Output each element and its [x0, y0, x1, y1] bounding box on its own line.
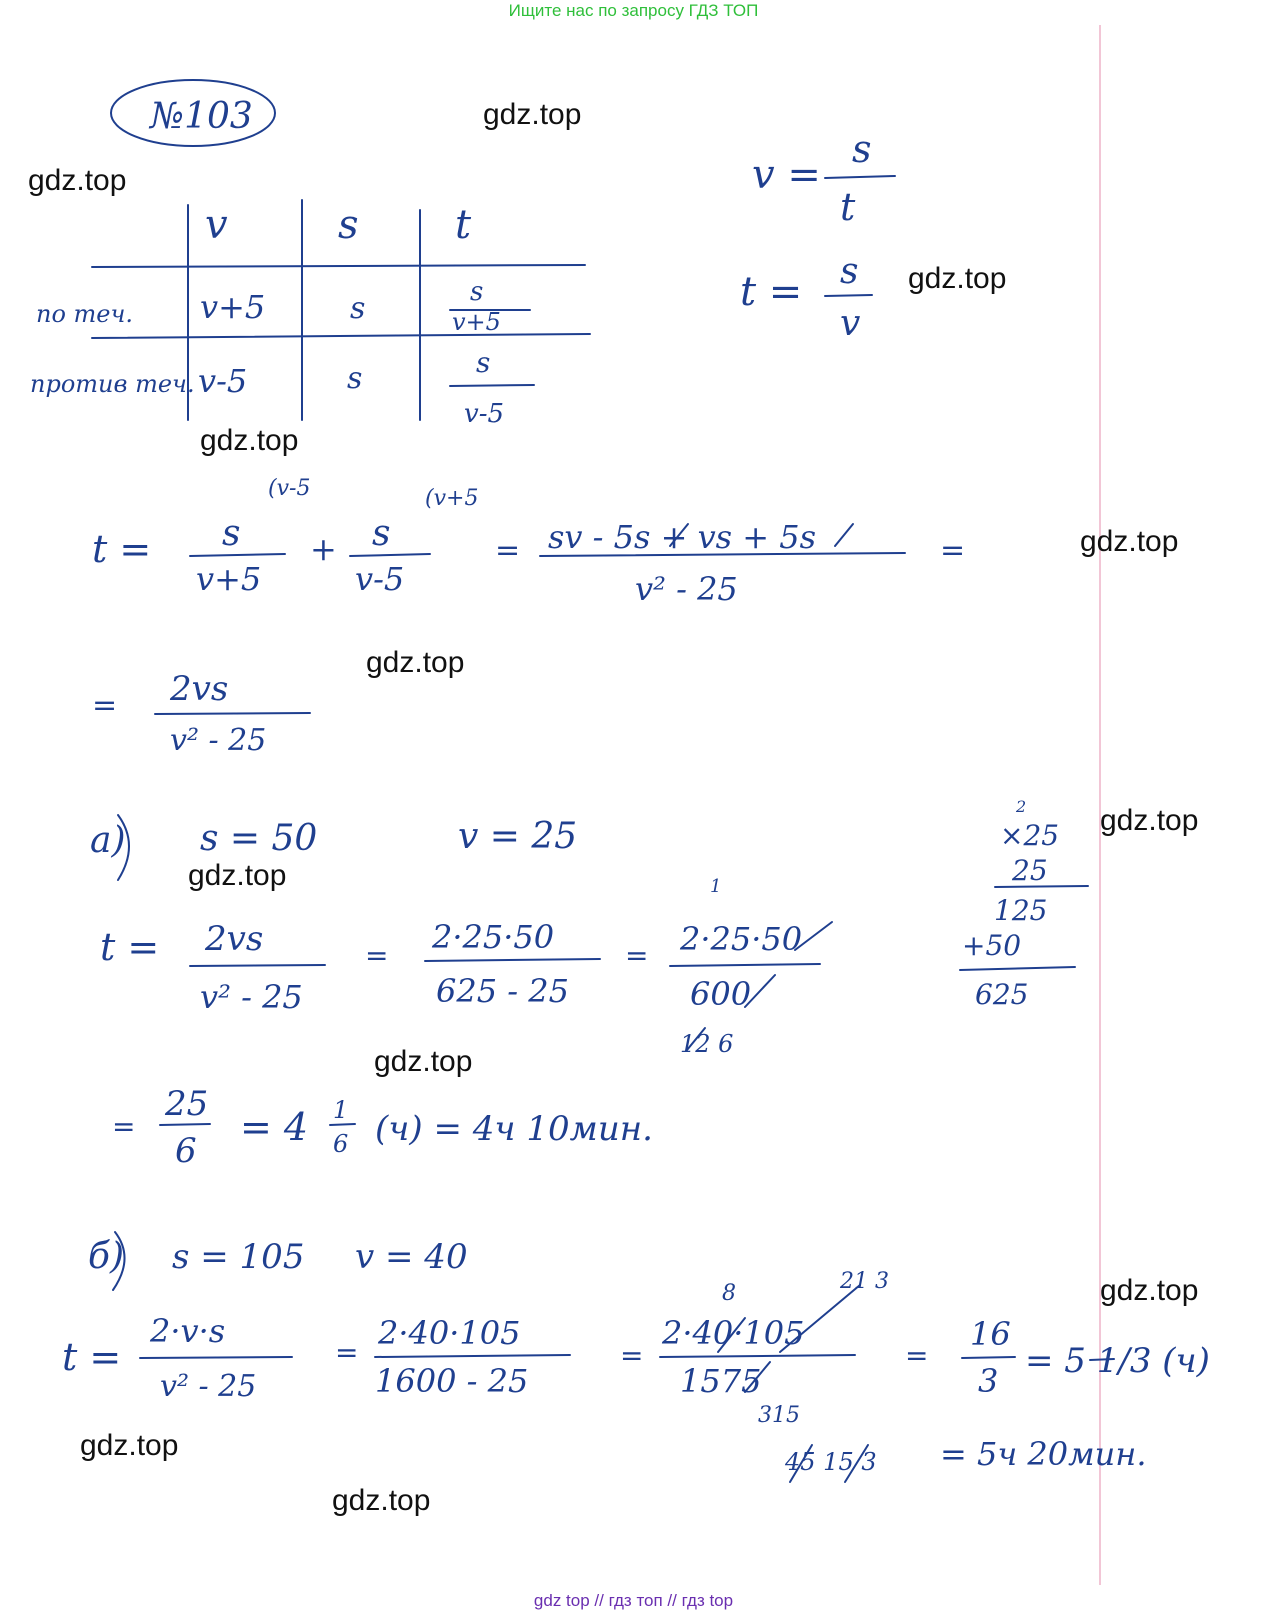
watermark: gdz.top	[28, 164, 127, 197]
main-eq-term2-den: v-5	[355, 560, 405, 598]
equals: =	[905, 1339, 929, 1372]
table-cell: v-5	[464, 399, 505, 429]
main-eq-sum-num: sv - 5s + vs + 5s	[548, 518, 817, 556]
main-eq-trail-equals: =	[940, 533, 966, 568]
calc-line: 25	[1012, 854, 1048, 887]
table-cell: s	[350, 291, 366, 326]
main-eq-mult2: (v+5	[425, 486, 479, 511]
formula-v-lhs: v =	[752, 152, 821, 198]
table-header-s: s	[338, 202, 359, 248]
part-b-f-num: 2·v·s	[150, 1312, 226, 1350]
part-b-c-below2: 45 15 3	[785, 1448, 877, 1476]
main-eq-plus: +	[310, 530, 337, 568]
watermark: gdz.top	[1100, 1274, 1199, 1307]
formula-t-den: v	[840, 303, 861, 344]
simplified-num: 2vs	[170, 669, 229, 709]
table-header-v: v	[205, 202, 228, 248]
watermark: gdz.top	[1080, 525, 1179, 558]
part-b-c-above2: 21 3	[840, 1269, 889, 1294]
calc-line: 125	[994, 894, 1048, 927]
main-eq-lhs: t =	[92, 527, 152, 571]
calc-carry: 2	[1016, 797, 1027, 816]
watermark: gdz.top	[188, 859, 287, 892]
part-a-res-tail: (ч) = 4ч 10мин.	[375, 1109, 653, 1149]
part-b-given-v: v = 40	[355, 1237, 468, 1277]
table-row-label: против теч.	[30, 370, 195, 398]
equals: =	[365, 939, 389, 972]
simplified-den: v² - 25	[170, 723, 267, 758]
part-b-c-above: 8	[722, 1281, 736, 1306]
part-b-c-num: 2·40·105	[662, 1314, 805, 1352]
part-a-res-whole: = 4	[240, 1105, 309, 1149]
table-cell: v+5	[452, 308, 501, 336]
main-eq-mult1: (v-5	[268, 476, 311, 501]
table-row-label: по теч.	[36, 300, 134, 328]
calc-line: ×25	[1000, 819, 1060, 852]
part-a-res-num: 25	[165, 1084, 209, 1124]
table-line	[92, 265, 585, 267]
part-b-lhs: t =	[62, 1335, 122, 1379]
table-cell: v+5	[200, 288, 266, 326]
main-eq-sum-den: v² - 25	[635, 570, 738, 608]
main-eq-term1-num: s	[222, 513, 241, 554]
part-b-s-den: 1600 - 25	[375, 1362, 529, 1400]
watermark: gdz.top	[80, 1429, 179, 1462]
part-a-res-mixed-num: 1	[333, 1096, 349, 1124]
part-b-label: б)	[88, 1236, 125, 1277]
table-cell: s	[470, 277, 484, 307]
footer-banner[interactable]: gdz top // гдз топ // гдз top	[533, 1591, 734, 1610]
part-a-small-mark: 1	[710, 876, 722, 897]
part-b-r-mixed: = 5 1/3 (ч)	[1025, 1341, 1210, 1381]
part-b-c-den: 1575	[680, 1362, 762, 1400]
part-a-c-den: 600	[690, 975, 752, 1013]
part-a-label: а)	[90, 820, 126, 861]
formula-v-num: s	[852, 127, 872, 171]
part-b-f-den: v² - 25	[160, 1369, 257, 1404]
part-a-c-num: 2·25·50	[680, 920, 803, 958]
formula-t-lhs: t =	[740, 269, 803, 315]
table-header-t: t	[455, 202, 472, 248]
formula-v-den: t	[840, 185, 856, 229]
main-eq-term2-num: s	[372, 513, 391, 554]
main-eq-term1-den: v+5	[196, 560, 262, 598]
part-a-given-s: s = 50	[200, 818, 318, 859]
part-a-c-reduced: 12 6	[680, 1030, 734, 1058]
problem-number: №103	[150, 96, 253, 137]
part-b-final: = 5ч 20мин.	[940, 1435, 1147, 1473]
equals: =	[112, 1110, 136, 1143]
part-a-given-v: v = 25	[458, 816, 578, 857]
part-a-lhs: t =	[100, 925, 160, 969]
part-a-f-den: v² - 25	[200, 978, 303, 1016]
part-a-s-num: 2·25·50	[432, 918, 555, 956]
main-eq-equals: =	[495, 533, 521, 568]
watermark: gdz.top	[908, 262, 1007, 295]
watermark: gdz.top	[332, 1484, 431, 1517]
watermark: gdz.top	[1100, 804, 1199, 837]
part-b-given-s: s = 105	[172, 1237, 305, 1277]
calc-line: 625	[975, 978, 1029, 1011]
table-cell: s	[476, 346, 491, 379]
part-b-c-below: 315	[758, 1403, 800, 1428]
header-banner[interactable]: Ищите нас по запросу ГДЗ ТОП	[508, 1, 759, 20]
part-a-f-num: 2vs	[205, 919, 264, 959]
watermark: gdz.top	[483, 98, 582, 131]
calc-line: +50	[962, 929, 1022, 962]
part-a-res-mixed-den: 6	[333, 1130, 349, 1158]
formula-t-num: s	[840, 251, 859, 292]
table-line	[92, 334, 590, 338]
equals: =	[620, 1339, 644, 1372]
table-cell: v-5	[198, 362, 248, 400]
watermark: gdz.top	[366, 646, 465, 679]
table-cell: s	[347, 361, 363, 396]
watermark: gdz.top	[374, 1045, 473, 1078]
equals: =	[625, 939, 649, 972]
simplified-equals: =	[92, 688, 118, 723]
part-b-r-den: 3	[978, 1362, 999, 1400]
part-a-res-den: 6	[175, 1131, 197, 1171]
part-b-s-num: 2·40·105	[378, 1314, 521, 1352]
watermark: gdz.top	[200, 424, 299, 457]
part-b-r-num: 16	[970, 1315, 1011, 1353]
part-a-s-den: 625 - 25	[436, 972, 569, 1010]
equals: =	[335, 1336, 359, 1369]
